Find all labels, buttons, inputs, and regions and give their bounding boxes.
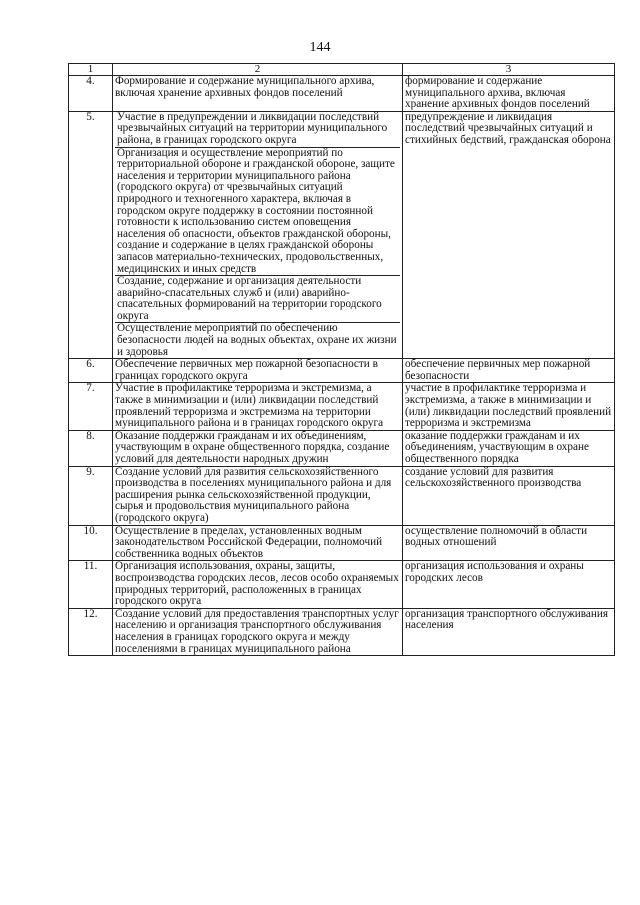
area-of-competence-cell: осуществление полномочий в области водных отношений: [403, 525, 615, 561]
page-number: 144: [309, 40, 331, 55]
municipal-power-cell: [113, 608, 403, 655]
row-number: 12.: [69, 608, 113, 655]
municipal-power-text: Обеспечение первичных мер пожарной безопасности в границах городского округа: [115, 358, 378, 382]
area-of-competence-cell: организация использования и охраны городских лесов: [403, 561, 615, 608]
table-row: [69, 525, 615, 561]
table-row: [69, 561, 615, 608]
municipal-power-cell: [113, 383, 403, 430]
table-row: [69, 430, 615, 466]
area-of-competence-cell: оказание поддержки гражданам и их объединениям, участвующим в охране общественного порядка: [403, 430, 615, 466]
municipal-power-text: Осуществление мероприятий по обеспечению безопасности людей на водных объектах, охране их жизни и здоровья: [115, 322, 400, 358]
municipal-power-cell: [113, 561, 403, 608]
municipal-power-cell: [113, 111, 403, 358]
table-row: [69, 111, 615, 358]
header-cell-3: 3: [403, 64, 615, 76]
municipal-power-text: Создание условий для развития сельскохозяйственного производства в поселениях муниципального района и для расширения рынка сельскохозяйственной продукции, сырья и продовольствия муниципального района (городского округа): [115, 465, 392, 524]
area-of-competence-cell: обеспечение первичных мер пожарной безопасности: [403, 359, 615, 383]
row-number: 7.: [69, 383, 113, 430]
table-row: [69, 466, 615, 525]
row-number: 4.: [69, 76, 113, 112]
header-cell-1: 1: [69, 64, 113, 76]
table-row: [69, 359, 615, 383]
table-row: [69, 383, 615, 430]
header-cell-2: 2: [113, 64, 403, 76]
municipal-power-text: Участие в профилактике терроризма и экстремизма, а также в минимизации и (или) ликвидации последствий проявлений терроризма и экстремизма на территории муниципального района и в границах городского округа: [115, 382, 384, 430]
row-number: 10.: [69, 525, 113, 561]
powers-table: [68, 63, 615, 656]
municipal-power-text: Оказание поддержки гражданам и их объединениям, участвующим в охране общественного порядка, создание условий для деятельности народных дружин: [115, 429, 390, 465]
municipal-power-text: Создание условий для предоставления транспортных услуг населению и организация транспортного обслуживания населения в границах городского округа и между поселениями в границах муниципального района: [115, 607, 399, 655]
area-of-competence-cell: организация транспортного обслуживания населения: [403, 608, 615, 655]
table-header-row: [69, 64, 615, 76]
municipal-power-cell: [113, 430, 403, 466]
municipal-power-cell: [113, 76, 403, 112]
municipal-power-text: Создание, содержание и организация деятельности аварийно-спасательных служб и (или) аварийно-спасательных формирований на территории городского округа: [115, 275, 400, 322]
row-number: 6.: [69, 359, 113, 383]
municipal-power-text: Организация использования, охраны, защиты, воспроизводства городских лесов, лесов особо охраняемых природных территорий, расположенных в границах городского округа: [115, 560, 399, 608]
row-number: 11.: [69, 561, 113, 608]
area-of-competence-cell: участие в профилактике терроризма и экстремизма, а также в минимизации и (или) ликвидации последствий проявлений терроризма и экстремизма: [403, 383, 615, 430]
row-number: 8.: [69, 430, 113, 466]
row-number: 5.: [69, 111, 113, 358]
row-number: 9.: [69, 466, 113, 525]
municipal-power-cell: [113, 525, 403, 561]
area-of-competence-cell: предупреждение и ликвидация последствий чрезвычайных ситуаций и стихийных бедствий, гражданская оборона: [403, 111, 615, 358]
municipal-power-text: Участие в предупреждении и ликвидации последствий чрезвычайных ситуаций на территории муниципального района, в границах городского округа: [117, 110, 388, 146]
municipal-power-text: Формирование и содержание муниципального архива, включая хранение архивных фондов поселений: [115, 75, 375, 99]
area-of-competence-cell: создание условий для развития сельскохозяйственного производства: [403, 466, 615, 525]
municipal-power-cell: [113, 466, 403, 525]
municipal-power-text: Осуществление в пределах, установленных водным законодательством Российской Федерации, полномочий собственника водных объектов: [115, 524, 383, 560]
municipal-power-cell: [113, 359, 403, 383]
table-row: [69, 76, 615, 112]
area-of-competence-cell: формирование и содержание муниципального архива, включая хранение архивных фондов поселений: [403, 76, 615, 112]
municipal-power-text: Организация и осуществление мероприятий по территориальной обороне и гражданской обороне, защите населения и территории муниципального района (городского округа) от чрезвычайных ситуаций природного и техногенного характера, включая в городском округе поддержку в состоянии постоянной готовности к использованию систем оповещения населения об опасности, объектов гражданской обороны, создание и содержание в целях гражданской обороны запасов материально-технических, продовольственных, медицинских и иных средств: [115, 147, 400, 276]
table-row: [69, 608, 615, 655]
